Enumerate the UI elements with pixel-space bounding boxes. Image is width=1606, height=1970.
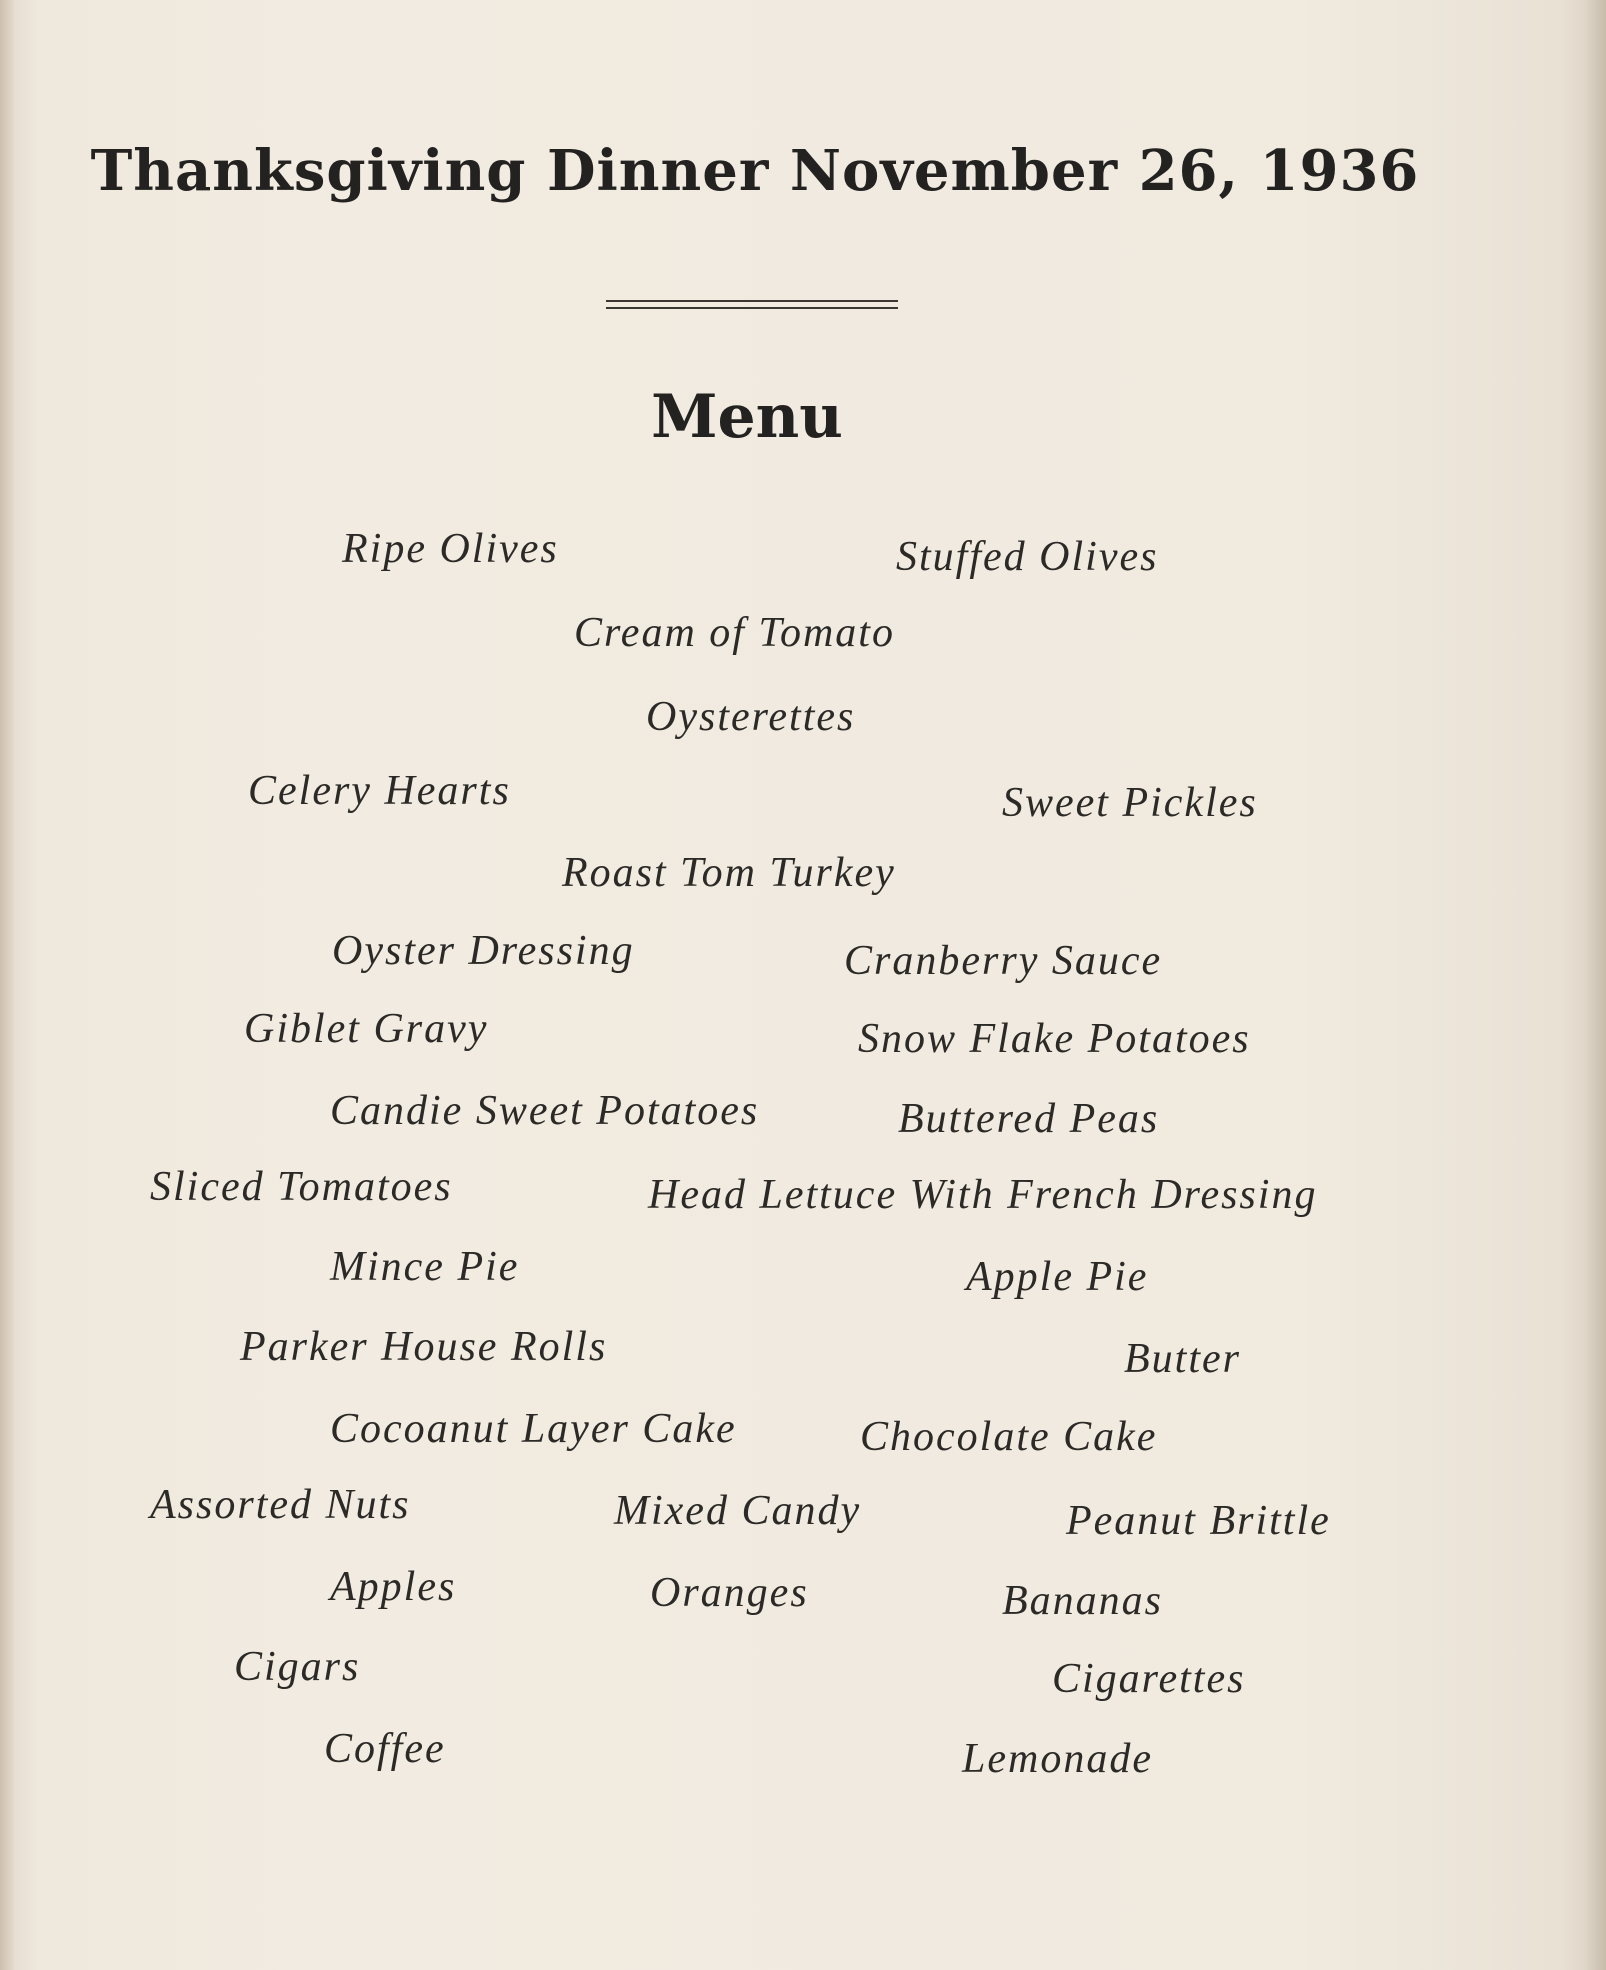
menu-item-coffee: Coffee [324, 1726, 446, 1772]
menu-item-bananas: Bananas [1002, 1578, 1163, 1624]
menu-item-oranges: Oranges [650, 1570, 809, 1616]
menu-item-sliced-tomatoes: Sliced Tomatoes [150, 1164, 453, 1210]
menu-item-sweet-pickles: Sweet Pickles [1002, 780, 1258, 826]
title-divider-top [606, 300, 898, 302]
menu-item-oysterettes: Oysterettes [646, 694, 856, 740]
menu-item-mixed-candy: Mixed Candy [614, 1488, 862, 1534]
menu-item-chocolate-cake: Chocolate Cake [860, 1414, 1158, 1460]
menu-item-mince-pie: Mince Pie [330, 1244, 520, 1290]
menu-item-oyster-dressing: Oyster Dressing [332, 928, 635, 974]
menu-item-cream-of-tomato: Cream of Tomato [574, 610, 895, 656]
menu-item-cranberry-sauce: Cranberry Sauce [844, 938, 1163, 984]
menu-item-snow-flake-potatoes: Snow Flake Potatoes [858, 1016, 1251, 1062]
menu-item-assorted-nuts: Assorted Nuts [150, 1482, 411, 1528]
menu-item-cigars: Cigars [234, 1644, 361, 1690]
menu-item-giblet-gravy: Giblet Gravy [244, 1006, 489, 1052]
menu-item-cigarettes: Cigarettes [1052, 1656, 1246, 1702]
title-divider-bottom [606, 307, 898, 309]
menu-item-apples: Apples [330, 1564, 457, 1610]
menu-item-buttered-peas: Buttered Peas [898, 1096, 1160, 1142]
menu-heading: Menu [651, 382, 843, 452]
menu-item-butter: Butter [1124, 1336, 1241, 1382]
page-title: Thanksgiving Dinner November 26, 1936 [90, 138, 1420, 204]
menu-item-ripe-olives: Ripe Olives [342, 526, 559, 572]
menu-item-parker-house-rolls: Parker House Rolls [240, 1324, 608, 1370]
menu-item-apple-pie: Apple Pie [966, 1254, 1149, 1300]
menu-item-peanut-brittle: Peanut Brittle [1066, 1498, 1331, 1544]
menu-item-roast-tom-turkey: Roast Tom Turkey [562, 850, 896, 896]
menu-item-stuffed-olives: Stuffed Olives [896, 534, 1159, 580]
menu-item-lemonade: Lemonade [962, 1736, 1153, 1782]
menu-item-celery-hearts: Celery Hearts [248, 768, 511, 814]
menu-item-cocoanut-layer-cake: Cocoanut Layer Cake [330, 1406, 737, 1452]
menu-item-candie-sweet-potatoes: Candie Sweet Potatoes [330, 1088, 760, 1134]
menu-item-head-lettuce: Head Lettuce With French Dressing [648, 1172, 1318, 1218]
